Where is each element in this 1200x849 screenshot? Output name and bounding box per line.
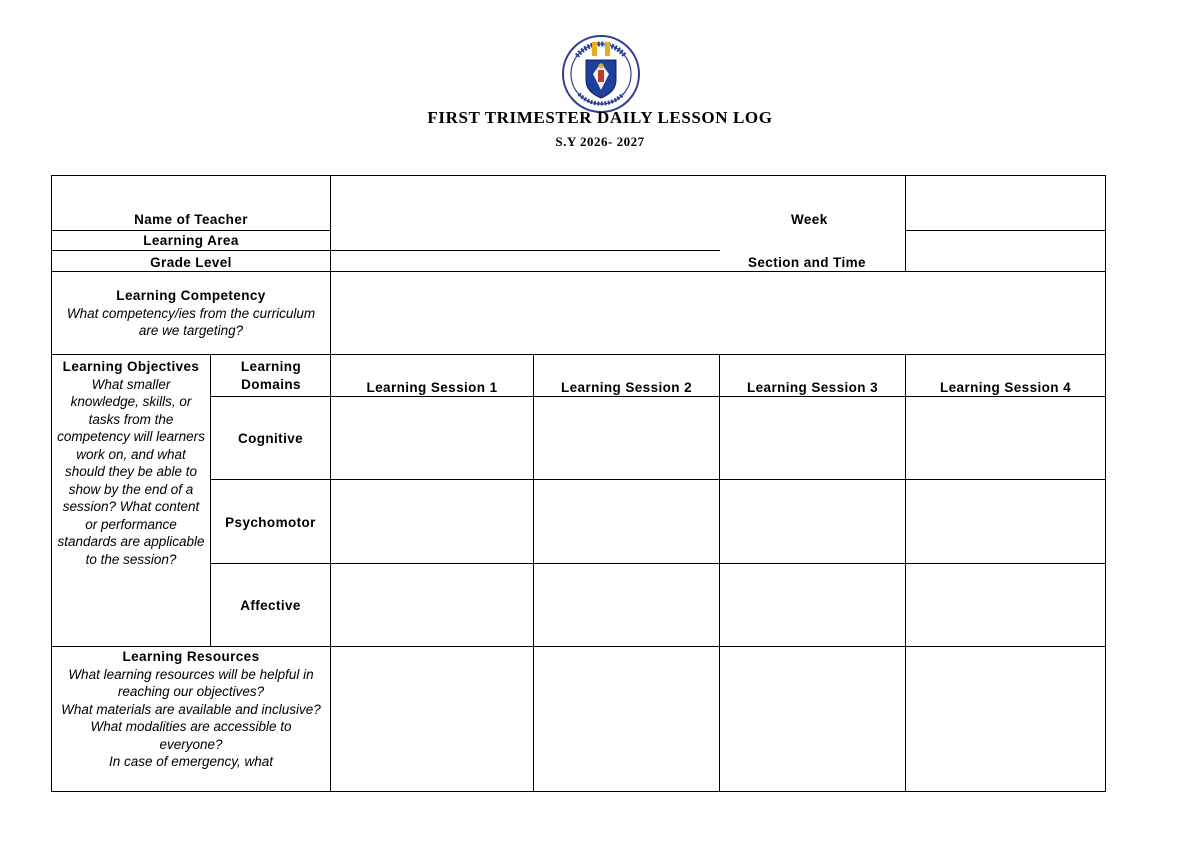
learning-competency-question: What competency/ies from the curriculum are we targeting? — [66, 305, 316, 338]
name-of-teacher-label: Name of Teacher — [134, 212, 248, 227]
table-border-top — [51, 175, 1106, 176]
section-and-time-label: Section and Time — [748, 255, 866, 270]
rule — [719, 354, 720, 792]
learning-competency-label: Learning Competency — [116, 288, 266, 303]
domain-affective: Affective — [240, 598, 301, 613]
deped-seal-icon — [561, 34, 641, 114]
rule — [905, 230, 1106, 231]
session-1-header: Learning Session 1 — [366, 380, 498, 395]
learning-resources-question-1: What learning resources will be helpful in reaching our objectives? — [68, 666, 314, 699]
learning-objectives-label: Learning Objectives — [62, 359, 200, 374]
rule — [51, 250, 331, 251]
rule — [905, 354, 906, 792]
learning-resources-question-2: What materials are available and inclusive? — [61, 701, 321, 717]
domain-cognitive: Cognitive — [237, 431, 304, 446]
learning-domains-header: Learning Domains — [240, 359, 302, 392]
week-label: Week — [791, 212, 828, 227]
session-4-header: Learning Session 4 — [940, 380, 1071, 395]
domain-psychomotor: Psychomotor — [225, 515, 316, 530]
rule — [210, 479, 1106, 480]
table-border-bottom — [51, 791, 1106, 792]
rule — [905, 175, 906, 272]
rule — [51, 230, 331, 231]
rule — [533, 354, 534, 792]
rule — [330, 250, 720, 251]
learning-objectives-cell — [56, 358, 206, 568]
session-2-header: Learning Session 2 — [561, 380, 692, 395]
table-border-right — [1105, 175, 1106, 792]
learning-area-label: Learning Area — [143, 233, 239, 248]
learning-resources-question-4: In case of emergency, what — [108, 754, 274, 769]
learning-resources-label: Learning Resources — [122, 649, 260, 664]
learning-resources-cell — [60, 648, 322, 771]
school-year: S.Y 2026- 2027 — [555, 134, 645, 149]
grade-level-label: Grade Level — [150, 255, 232, 270]
rule — [210, 563, 1106, 564]
session-3-header: Learning Session 3 — [747, 380, 878, 395]
learning-resources-question-3: What modalities are accessible to everyone? — [90, 719, 292, 752]
learning-competency-cell — [60, 287, 322, 340]
page-title: FIRST TRIMESTER DAILY LESSON LOG — [427, 108, 773, 127]
learning-objectives-question: What smaller knowledge, skills, or tasks from the competency will learners work on, and what should they be able to show by the end of a session? What content or performance standards are applicable to the session? — [57, 376, 205, 567]
